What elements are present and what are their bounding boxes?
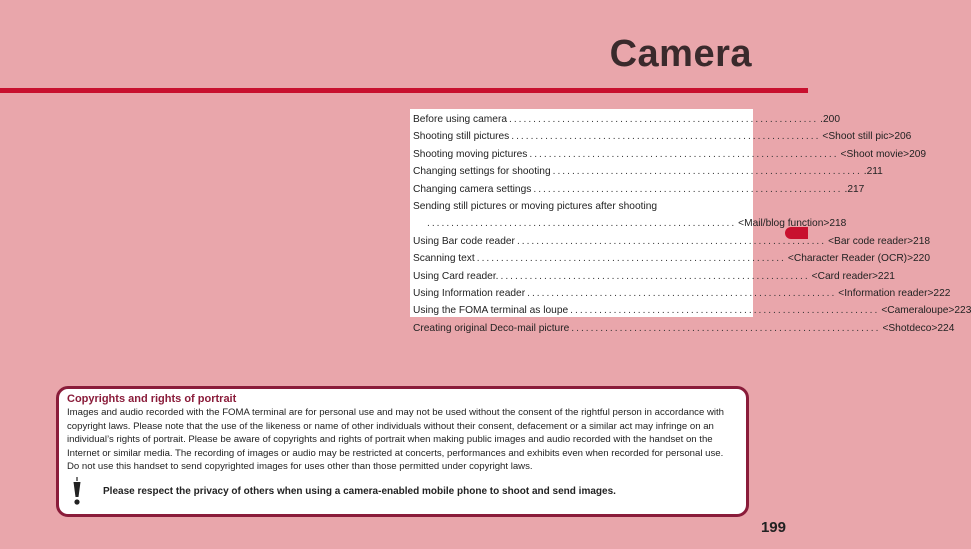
toc-item[interactable]: Using the FOMA terminal as loupe ................................................................ <Cameraloupe>223: [413, 302, 750, 319]
toc-item[interactable]: Shooting moving pictures ................................................................ <Shoot movie>209: [413, 146, 750, 163]
toc-item[interactable]: Shooting still pictures ................................................................ <Shoot still pic>206: [413, 128, 750, 145]
exclamation-icon: [69, 476, 85, 506]
table-of-contents: [410, 109, 971, 334]
toc-item[interactable]: Using Information reader ................................................................ <Information reader>222: [413, 285, 750, 302]
dot-leader: ................................................................: [500, 270, 810, 282]
toc-item[interactable]: Changing settings for shooting ................................................................ .211: [413, 163, 750, 180]
toc-item[interactable]: Before using camera ................................................................ .200: [413, 111, 750, 128]
dot-leader: ................................................................: [527, 287, 837, 299]
dot-leader: ................................................................: [570, 305, 880, 317]
dot-leader: ................................................................: [476, 253, 786, 265]
dot-leader: ................................................................: [533, 183, 843, 195]
dot-leader: ................................................................: [427, 218, 737, 230]
dot-leader: ................................................................: [516, 235, 827, 247]
notice-heading: Copyrights and rights of portrait: [67, 393, 237, 405]
dot-leader: ................................................................: [552, 166, 862, 178]
toc-item[interactable]: Using Bar code reader ................................................................ <Bar code reader>218: [413, 233, 750, 250]
copyright-notice-box: [56, 386, 749, 517]
toc-item[interactable]: Using Card reader. ................................................................ <Card reader>221: [413, 268, 750, 285]
toc-item[interactable]: Scanning text ................................................................ <Character Reader (OCR)>220: [413, 250, 750, 267]
toc-item[interactable]: Sending still pictures or moving pictures after shooting: [413, 200, 658, 212]
dot-leader: ................................................................: [529, 148, 839, 160]
page-title: Camera: [609, 33, 752, 75]
dot-leader: ................................................................: [511, 131, 821, 143]
page-number: 199: [760, 519, 786, 536]
title-rule: [0, 88, 808, 93]
toc-item[interactable]: Creating original Deco-mail picture ................................................................ <Shotdeco>224: [413, 320, 750, 337]
dot-leader: ................................................................: [509, 114, 819, 125]
privacy-warning: [69, 476, 738, 506]
dot-leader: ................................................................: [571, 322, 881, 334]
toc-item[interactable]: Changing camera settings ................................................................ .217: [413, 181, 750, 198]
notice-body: Images and audio recorded with the FOMA terminal are for personal use and may not be used without the consent of the rightful person in accordance with copyright laws. Please note that the use of the likeness or name of other individuals without their consent, defacement or a similar act may infringe on an individual’s rights of portrait. Please be aware of copyrights and rights of portrait when making public images and audio recorded with the handset on the Internet or similar media. The recording of images or audio may be restricted at concerts, performances and exhibits even when recorded for personal use. Do not use this handset to send copyrighted images for uses other than those permitted under copyright laws.: [67, 407, 725, 473]
warning-text: Please respect the privacy of others when using a camera-enabled mobile phone to shoot and send images.: [103, 485, 616, 497]
toc-item-continuation[interactable]: ................................................................ <Mail/blog function>218: [413, 215, 750, 232]
